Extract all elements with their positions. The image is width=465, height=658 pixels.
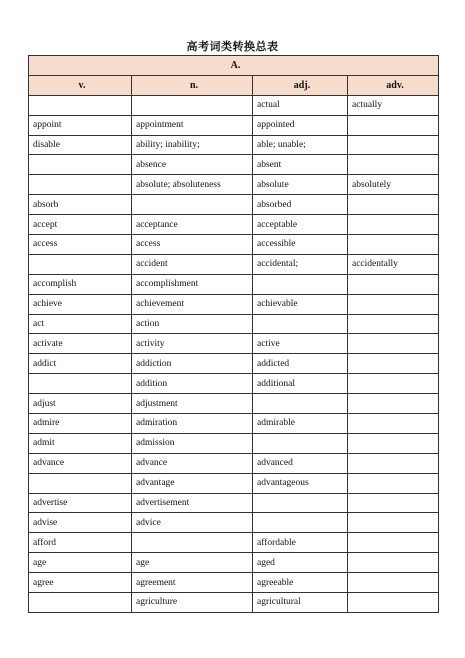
- adjective-cell: accessible: [253, 235, 348, 255]
- verb-cell: agree: [29, 573, 132, 593]
- adverb-cell: [348, 533, 439, 553]
- document-title: 高考词类转换总表: [186, 40, 279, 53]
- noun-cell: [132, 95, 253, 115]
- table-row: [29, 334, 439, 354]
- noun-cell: accident: [132, 254, 253, 274]
- adverb-cell: [348, 135, 439, 155]
- section-label: A.: [29, 56, 439, 76]
- adjective-cell: actual: [253, 95, 348, 115]
- adverb-cell: [348, 354, 439, 374]
- column-header-row: [29, 75, 439, 95]
- noun-cell: admiration: [132, 414, 253, 434]
- adverb-cell: [348, 573, 439, 593]
- verb-cell: access: [29, 235, 132, 255]
- noun-cell: advertisement: [132, 493, 253, 513]
- verb-cell: activate: [29, 334, 132, 354]
- adjective-cell: [253, 513, 348, 533]
- adverb-cell: [348, 414, 439, 434]
- table-row: [29, 215, 439, 235]
- adverb-cell: [348, 513, 439, 533]
- verb-cell: afford: [29, 533, 132, 553]
- table-row: [29, 195, 439, 215]
- adjective-cell: [253, 314, 348, 334]
- adjective-cell: [253, 493, 348, 513]
- adverb-cell: [348, 593, 439, 613]
- adjective-cell: appointed: [253, 115, 348, 135]
- table-row: [29, 95, 439, 115]
- column-header-adjective: adj.: [253, 75, 348, 95]
- table-row: [29, 493, 439, 513]
- noun-cell: advantage: [132, 473, 253, 493]
- adverb-cell: [348, 235, 439, 255]
- column-header-adverb: adv.: [348, 75, 439, 95]
- noun-cell: acceptance: [132, 215, 253, 235]
- adjective-cell: [253, 274, 348, 294]
- adjective-cell: achievable: [253, 294, 348, 314]
- adjective-cell: aged: [253, 553, 348, 573]
- verb-cell: appoint: [29, 115, 132, 135]
- noun-cell: absence: [132, 155, 253, 175]
- table-row: [29, 294, 439, 314]
- adjective-cell: [253, 433, 348, 453]
- verb-cell: absorb: [29, 195, 132, 215]
- adverb-cell: [348, 493, 439, 513]
- verb-cell: [29, 95, 132, 115]
- table-row: [29, 354, 439, 374]
- verb-cell: advance: [29, 453, 132, 473]
- adverb-cell: [348, 215, 439, 235]
- table-row: [29, 573, 439, 593]
- adverb-cell: [348, 294, 439, 314]
- verb-cell: [29, 175, 132, 195]
- table-body: [29, 95, 439, 612]
- table-row: [29, 115, 439, 135]
- adverb-cell: actually: [348, 95, 439, 115]
- adjective-cell: advanced: [253, 453, 348, 473]
- table-row: [29, 155, 439, 175]
- noun-cell: accomplishment: [132, 274, 253, 294]
- noun-cell: addition: [132, 374, 253, 394]
- verb-cell: [29, 254, 132, 274]
- table-row: [29, 254, 439, 274]
- noun-cell: addiction: [132, 354, 253, 374]
- verb-cell: [29, 155, 132, 175]
- adjective-cell: additional: [253, 374, 348, 394]
- noun-cell: advance: [132, 453, 253, 473]
- noun-cell: adjustment: [132, 394, 253, 414]
- table-row: [29, 374, 439, 394]
- noun-cell: activity: [132, 334, 253, 354]
- adjective-cell: absolute: [253, 175, 348, 195]
- section-header-row: [29, 56, 439, 76]
- adverb-cell: accidentally: [348, 254, 439, 274]
- table-row: [29, 274, 439, 294]
- noun-cell: access: [132, 235, 253, 255]
- adverb-cell: [348, 553, 439, 573]
- noun-cell: [132, 195, 253, 215]
- adjective-cell: advantageous: [253, 473, 348, 493]
- adverb-cell: absolutely: [348, 175, 439, 195]
- table-row: [29, 473, 439, 493]
- verb-cell: act: [29, 314, 132, 334]
- table-row: [29, 453, 439, 473]
- adverb-cell: [348, 195, 439, 215]
- adverb-cell: [348, 115, 439, 135]
- table-row: [29, 513, 439, 533]
- noun-cell: achievement: [132, 294, 253, 314]
- adjective-cell: absorbed: [253, 195, 348, 215]
- table-row: [29, 394, 439, 414]
- adverb-cell: [348, 433, 439, 453]
- table-row: [29, 593, 439, 613]
- adjective-cell: affordable: [253, 533, 348, 553]
- adjective-cell: absent: [253, 155, 348, 175]
- noun-cell: [132, 533, 253, 553]
- column-header-noun: n.: [132, 75, 253, 95]
- verb-cell: admit: [29, 433, 132, 453]
- verb-cell: disable: [29, 135, 132, 155]
- adverb-cell: [348, 374, 439, 394]
- verb-cell: [29, 473, 132, 493]
- adverb-cell: [348, 334, 439, 354]
- verb-cell: age: [29, 553, 132, 573]
- table-row: [29, 533, 439, 553]
- noun-cell: agreement: [132, 573, 253, 593]
- adjective-cell: [253, 394, 348, 414]
- noun-cell: advice: [132, 513, 253, 533]
- verb-cell: admire: [29, 414, 132, 434]
- verb-cell: achieve: [29, 294, 132, 314]
- adjective-cell: acceptable: [253, 215, 348, 235]
- verb-cell: [29, 374, 132, 394]
- noun-cell: agriculture: [132, 593, 253, 613]
- table-row: [29, 135, 439, 155]
- adjective-cell: able; unable;: [253, 135, 348, 155]
- table-row: [29, 235, 439, 255]
- table-row: [29, 553, 439, 573]
- noun-cell: action: [132, 314, 253, 334]
- adjective-cell: accidental;: [253, 254, 348, 274]
- table-row: [29, 314, 439, 334]
- noun-cell: appointment: [132, 115, 253, 135]
- table-row: [29, 433, 439, 453]
- verb-cell: accomplish: [29, 274, 132, 294]
- adverb-cell: [348, 453, 439, 473]
- noun-cell: admission: [132, 433, 253, 453]
- table-row: [29, 175, 439, 195]
- adjective-cell: addicted: [253, 354, 348, 374]
- table-row: [29, 414, 439, 434]
- adjective-cell: agricultural: [253, 593, 348, 613]
- verb-cell: adjust: [29, 394, 132, 414]
- noun-cell: ability; inability;: [132, 135, 253, 155]
- adverb-cell: [348, 155, 439, 175]
- noun-cell: absolute; absoluteness: [132, 175, 253, 195]
- word-conversion-table: [28, 55, 439, 613]
- verb-cell: advise: [29, 513, 132, 533]
- adverb-cell: [348, 473, 439, 493]
- adjective-cell: agreeable: [253, 573, 348, 593]
- verb-cell: addict: [29, 354, 132, 374]
- column-header-verb: v.: [29, 75, 132, 95]
- adverb-cell: [348, 314, 439, 334]
- adverb-cell: [348, 274, 439, 294]
- verb-cell: accept: [29, 215, 132, 235]
- adverb-cell: [348, 394, 439, 414]
- adjective-cell: admirable: [253, 414, 348, 434]
- adjective-cell: active: [253, 334, 348, 354]
- noun-cell: age: [132, 553, 253, 573]
- verb-cell: advertise: [29, 493, 132, 513]
- verb-cell: [29, 593, 132, 613]
